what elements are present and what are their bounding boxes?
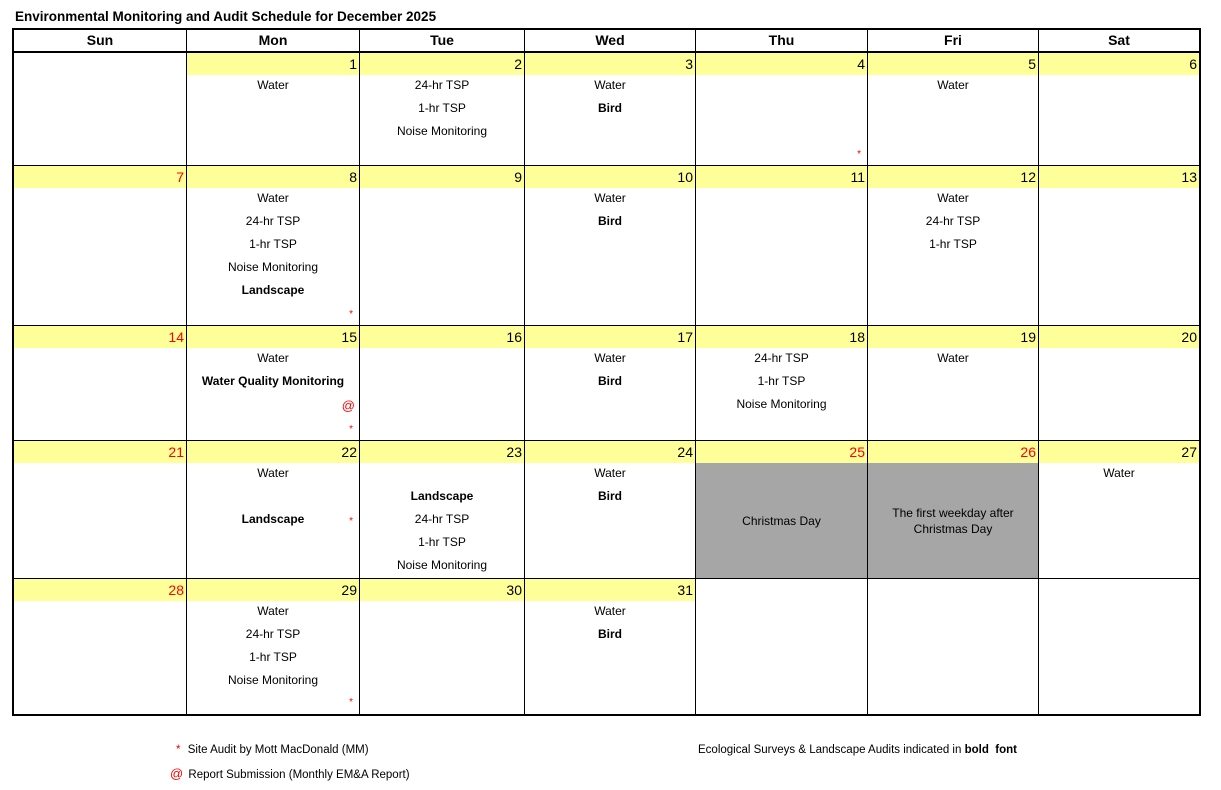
weekday-header-sat: Sat bbox=[1038, 30, 1199, 51]
weekday-header-sun: Sun bbox=[86, 32, 114, 48]
day-cell-29[interactable] bbox=[186, 579, 359, 714]
event-list bbox=[360, 465, 524, 580]
date-band bbox=[14, 166, 186, 188]
event-list bbox=[360, 77, 524, 146]
date-band bbox=[360, 53, 524, 75]
report-marker-icon: @ bbox=[341, 398, 355, 413]
day-number: 24 bbox=[677, 444, 693, 460]
event-item: 24-hr TSP bbox=[925, 214, 981, 228]
day-cell-28[interactable] bbox=[14, 579, 186, 714]
day-cell-4[interactable] bbox=[695, 53, 867, 165]
day-cell-3[interactable] bbox=[524, 53, 695, 165]
day-number: 4 bbox=[857, 56, 865, 72]
event-item: Water bbox=[594, 191, 626, 205]
date-band bbox=[525, 53, 695, 75]
day-cell-17[interactable] bbox=[524, 326, 695, 440]
week-row bbox=[14, 53, 1199, 166]
event-item-ecological: Bird bbox=[598, 214, 622, 228]
event-item-ecological: Water Quality Monitoring bbox=[201, 374, 345, 388]
day-cell-9[interactable] bbox=[359, 166, 524, 325]
day-number: 3 bbox=[685, 56, 693, 72]
event-list bbox=[868, 350, 1038, 373]
event-item-ecological: Bird bbox=[598, 489, 622, 503]
day-cell-27[interactable] bbox=[1038, 441, 1199, 578]
event-list bbox=[525, 77, 695, 123]
date-band bbox=[14, 326, 186, 348]
date-band bbox=[868, 441, 1038, 463]
weekday-header-row bbox=[14, 30, 1199, 53]
event-list bbox=[525, 350, 695, 396]
event-item-ecological: Bird bbox=[598, 101, 622, 115]
event-item: Water bbox=[257, 466, 289, 480]
day-number: 1 bbox=[349, 56, 357, 72]
date-band bbox=[14, 53, 186, 75]
day-cell-25[interactable] bbox=[695, 441, 867, 578]
day-cell-10[interactable] bbox=[524, 166, 695, 325]
day-cell-21[interactable] bbox=[14, 441, 186, 578]
legend-bold-note bbox=[698, 744, 1017, 756]
day-number: 21 bbox=[168, 444, 184, 460]
day-cell-7[interactable] bbox=[14, 166, 186, 325]
day-cell-empty[interactable] bbox=[14, 53, 186, 165]
day-number: 29 bbox=[341, 582, 357, 598]
date-band bbox=[360, 579, 524, 601]
event-list bbox=[187, 350, 359, 396]
event-item: 1-hr TSP bbox=[929, 237, 977, 251]
weekday-header-tue: Tue bbox=[359, 30, 524, 51]
date-band bbox=[696, 579, 867, 601]
day-number: 5 bbox=[1028, 56, 1036, 72]
event-item: Noise Monitoring bbox=[227, 260, 319, 274]
day-cell-empty[interactable] bbox=[867, 579, 1038, 714]
event-item: 1-hr TSP bbox=[757, 374, 806, 388]
date-band bbox=[360, 166, 524, 188]
weekday-header-thu: Thu bbox=[695, 30, 867, 51]
date-band bbox=[1039, 441, 1199, 463]
date-band bbox=[1039, 579, 1199, 601]
day-number: 2 bbox=[514, 56, 522, 72]
audit-marker-icon: * bbox=[349, 697, 353, 708]
day-number: 13 bbox=[1181, 169, 1197, 185]
legend-report bbox=[170, 766, 410, 781]
day-number: 28 bbox=[168, 582, 184, 598]
date-band bbox=[360, 326, 524, 348]
event-item: Noise Monitoring bbox=[736, 397, 827, 411]
report-marker-icon: @ bbox=[170, 766, 184, 781]
week-row bbox=[14, 441, 1199, 579]
day-cell-24[interactable] bbox=[524, 441, 695, 578]
legend-report-text: Report Submission (Monthly EM&A Report) bbox=[188, 769, 410, 781]
day-cell-26[interactable] bbox=[867, 441, 1038, 578]
day-cell-31[interactable] bbox=[524, 579, 695, 714]
date-band bbox=[696, 53, 867, 75]
event-list bbox=[1039, 465, 1199, 488]
weekday-header-fri: Fri bbox=[867, 30, 1038, 51]
event-item: Water bbox=[937, 78, 969, 92]
day-number: 10 bbox=[677, 169, 693, 185]
event-list bbox=[868, 77, 1038, 100]
date-band bbox=[868, 53, 1038, 75]
event-item: 24-hr TSP bbox=[754, 351, 809, 365]
day-cell-16[interactable] bbox=[359, 326, 524, 440]
date-band bbox=[187, 166, 359, 188]
page-title: Environmental Monitoring and Audit Schedule for December 2025 bbox=[15, 9, 437, 24]
event-list bbox=[525, 603, 695, 649]
event-list bbox=[187, 77, 359, 100]
event-item-ecological: Landscape bbox=[241, 283, 305, 297]
event-list bbox=[187, 190, 359, 305]
day-number: 15 bbox=[341, 329, 357, 345]
day-number: 16 bbox=[506, 329, 522, 345]
audit-marker-icon: * bbox=[349, 516, 353, 527]
event-list bbox=[187, 465, 359, 534]
event-item: 1-hr TSP bbox=[249, 237, 297, 251]
event-item: 24-hr TSP bbox=[414, 78, 470, 92]
event-list bbox=[696, 350, 867, 419]
day-number: 18 bbox=[849, 329, 865, 345]
event-item: 1-hr TSP bbox=[418, 535, 466, 549]
day-cell-15[interactable] bbox=[186, 326, 359, 440]
week-row bbox=[14, 326, 1199, 441]
week-row bbox=[14, 166, 1199, 326]
date-band bbox=[868, 579, 1038, 601]
day-cell-14[interactable] bbox=[14, 326, 186, 440]
event-item: 24-hr TSP bbox=[414, 512, 470, 526]
day-cell-1[interactable] bbox=[186, 53, 359, 165]
day-number: 20 bbox=[1181, 329, 1197, 345]
day-number: 27 bbox=[1181, 444, 1197, 460]
event-item: Water bbox=[257, 78, 289, 92]
weekday-header-mon: Mon bbox=[186, 30, 359, 51]
day-cell-11[interactable] bbox=[695, 166, 867, 325]
date-band bbox=[14, 579, 186, 601]
day-cell-empty[interactable] bbox=[695, 579, 867, 714]
date-band bbox=[525, 326, 695, 348]
day-number: 6 bbox=[1189, 56, 1197, 72]
event-item bbox=[187, 488, 359, 511]
week-row bbox=[14, 579, 1199, 714]
day-cell-30[interactable] bbox=[359, 579, 524, 714]
date-band bbox=[1039, 53, 1199, 75]
date-band bbox=[1039, 326, 1199, 348]
date-band bbox=[187, 441, 359, 463]
event-list bbox=[525, 465, 695, 511]
audit-marker-icon: * bbox=[349, 424, 353, 435]
event-list bbox=[187, 603, 359, 695]
day-cell-2[interactable] bbox=[359, 53, 524, 165]
date-band bbox=[696, 441, 867, 463]
holiday-label: Christmas Day bbox=[696, 463, 867, 578]
date-band bbox=[525, 441, 695, 463]
event-list bbox=[525, 190, 695, 236]
event-item: Water bbox=[1103, 466, 1135, 480]
event-item-ecological: Landscape bbox=[241, 512, 305, 526]
date-band bbox=[868, 166, 1038, 188]
date-band bbox=[187, 53, 359, 75]
event-item: Water bbox=[257, 351, 289, 365]
day-number: 11 bbox=[850, 169, 865, 185]
date-band bbox=[14, 441, 186, 463]
day-cell-12[interactable] bbox=[867, 166, 1038, 325]
calendar-grid bbox=[12, 28, 1201, 716]
day-number: 14 bbox=[168, 329, 184, 345]
event-item: Water bbox=[594, 466, 626, 480]
event-item: Noise Monitoring bbox=[396, 558, 488, 572]
day-number: 30 bbox=[506, 582, 522, 598]
date-band bbox=[868, 326, 1038, 348]
date-band bbox=[187, 579, 359, 601]
day-cell-6[interactable] bbox=[1038, 53, 1199, 165]
day-number: 25 bbox=[849, 444, 865, 460]
date-band bbox=[696, 326, 867, 348]
date-band bbox=[525, 166, 695, 188]
date-band bbox=[696, 166, 867, 188]
day-number: 17 bbox=[677, 329, 693, 345]
holiday-label: The first weekday after Christmas Day bbox=[868, 463, 1038, 578]
date-band bbox=[525, 579, 695, 601]
audit-marker-icon: * bbox=[349, 309, 353, 320]
date-band bbox=[360, 441, 524, 463]
day-cell-13[interactable] bbox=[1038, 166, 1199, 325]
event-item: Water bbox=[594, 78, 626, 92]
event-item: 24-hr TSP bbox=[245, 627, 301, 641]
day-number: 22 bbox=[341, 444, 357, 460]
day-cell-18[interactable] bbox=[695, 326, 867, 440]
event-item bbox=[360, 465, 524, 488]
date-band bbox=[187, 326, 359, 348]
day-number: 8 bbox=[349, 169, 357, 185]
day-cell-19[interactable] bbox=[867, 326, 1038, 440]
date-band bbox=[1039, 166, 1199, 188]
day-cell-23[interactable] bbox=[359, 441, 524, 578]
day-number: 7 bbox=[176, 169, 184, 185]
day-cell-5[interactable] bbox=[867, 53, 1038, 165]
event-item-ecological: Landscape bbox=[410, 489, 474, 503]
event-item: Water bbox=[937, 191, 969, 205]
legend-bold-note-bold: bold font bbox=[964, 744, 1017, 756]
event-item: Water bbox=[594, 604, 626, 618]
day-number: 9 bbox=[514, 169, 522, 185]
event-item: Noise Monitoring bbox=[227, 673, 319, 687]
event-item: Water bbox=[937, 351, 969, 365]
event-item: Water bbox=[257, 191, 289, 205]
day-cell-20[interactable] bbox=[1038, 326, 1199, 440]
audit-marker-icon: * bbox=[176, 744, 181, 756]
event-item-ecological: Bird bbox=[598, 374, 622, 388]
weekday-header-wed: Wed bbox=[524, 30, 695, 51]
day-number: 12 bbox=[1020, 169, 1036, 185]
day-number: 19 bbox=[1020, 329, 1036, 345]
day-cell-empty[interactable] bbox=[1038, 579, 1199, 714]
event-item: 1-hr TSP bbox=[249, 650, 297, 664]
event-item: Water bbox=[257, 604, 289, 618]
legend-audit-text: Site Audit by Mott MacDonald (MM) bbox=[187, 744, 369, 756]
day-number: 23 bbox=[506, 444, 522, 460]
day-number: 26 bbox=[1020, 444, 1036, 460]
audit-marker-icon: * bbox=[857, 149, 861, 160]
day-number: 31 bbox=[677, 582, 693, 598]
legend-bold-note-text: Ecological Surveys & Landscape Audits indicated in bbox=[698, 744, 965, 756]
event-item: 1-hr TSP bbox=[418, 101, 466, 115]
legend-audit bbox=[176, 744, 369, 756]
event-list bbox=[868, 190, 1038, 259]
event-item: 24-hr TSP bbox=[245, 214, 301, 228]
day-cell-8[interactable] bbox=[186, 166, 359, 325]
event-item: Water bbox=[594, 351, 626, 365]
event-item-ecological: Bird bbox=[598, 627, 622, 641]
event-item: Noise Monitoring bbox=[396, 124, 488, 138]
day-cell-22[interactable] bbox=[186, 441, 359, 578]
